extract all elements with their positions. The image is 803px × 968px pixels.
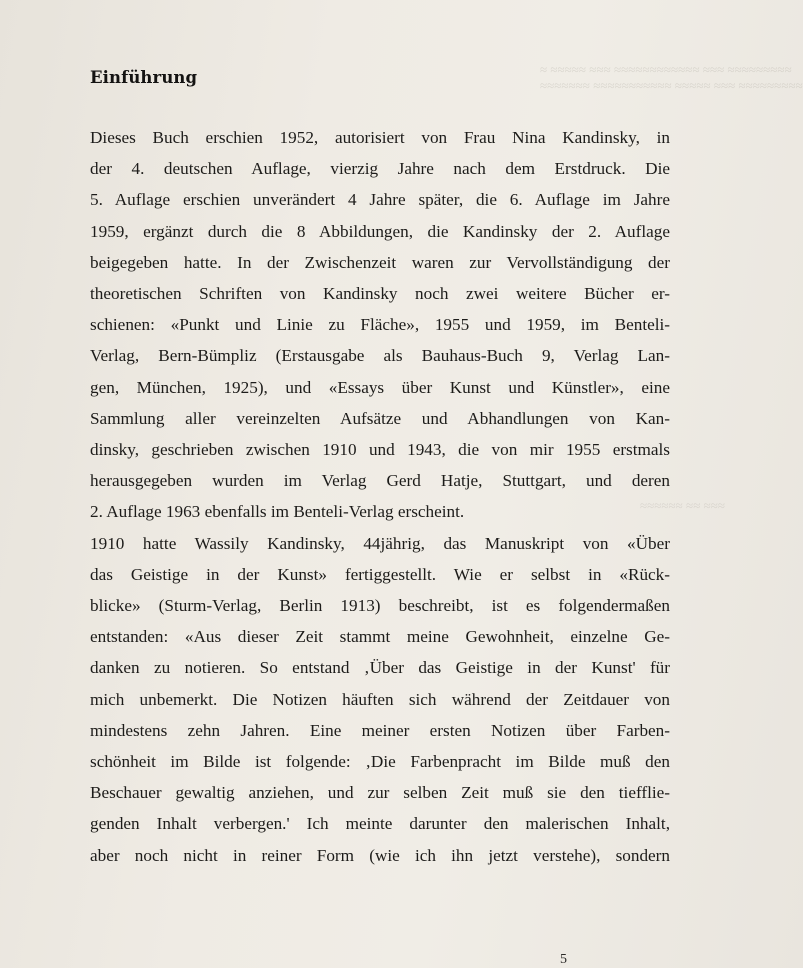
text-line: entstanden: «Aus dieser Zeit stammt meine Gewohnheit, einzelne Ge- (90, 627, 670, 647)
text-line: gen, München, 1925), und «Essays über Kunst und Künstler», eine (90, 377, 670, 397)
section-heading: Einführung (90, 68, 198, 87)
text-line: schienen: «Punkt und Linie zu Fläche», 1955 und 1959, im Benteli- (90, 315, 670, 335)
text-line: der 4. deutschen Auflage, vierzig Jahre nach dem Erstdruck. Die (90, 159, 670, 179)
page-number: 5 (560, 952, 567, 967)
text-line: mindestens zehn Jahren. Eine meiner ersten Notizen über Farben- (90, 720, 670, 740)
text-line: Beschauer gewaltig anziehen, und zur selben Zeit muß sie den tiefflie- (90, 783, 670, 803)
text-line: Verlag, Bern-Bümpliz (Erstausgabe als Bauhaus-Buch 9, Verlag Lan- (90, 346, 670, 366)
text-line: 2. Auflage 1963 ebenfalls im Benteli-Verlag erscheint. (90, 502, 465, 522)
text-line: theoretischen Schriften von Kandinsky noch zwei weitere Bücher er- (90, 284, 670, 303)
text-line: danken zu notieren. So entstand ‚Über das Geistige in der Kunst' für (90, 658, 670, 678)
text-line: 1959, ergänzt durch die 8 Abbildungen, die Kandinsky der 2. Auflage (90, 221, 670, 241)
text-line: das Geistige in der Kunst» fertiggestellt. Wie er selbst in «Rück- (90, 564, 670, 584)
text-line: aber noch nicht in reiner Form (wie ich ihn jetzt verstehe), sondern (90, 845, 670, 865)
show-through-text-2: ≈≈≈≈≈≈ ≈≈ ≈≈≈ (640, 498, 725, 513)
text-line: Sammlung aller vereinzelten Aufsätze und Abhandlungen von Kan- (90, 408, 670, 428)
text-line: 1910 hatte Wassily Kandinsky, 44jährig, das Manuskript von «Über (90, 533, 670, 553)
text-line: herausgegeben wurden im Verlag Gerd Hatje, Stuttgart, und deren (90, 471, 670, 491)
text-line: mich unbemerkt. Die Notizen häuften sich während der Zeitdauer von (90, 689, 670, 709)
show-through-text: ≈ ≈≈≈≈≈ ≈≈≈ ≈≈≈≈≈≈≈≈≈≈≈≈ ≈≈≈ ≈≈≈≈≈≈≈≈≈ ≈≈≈≈≈≈≈ ≈≈≈≈≈≈≈≈≈≈≈ ≈≈≈≈≈ ≈≈≈ ≈≈≈≈≈≈≈≈≈ (540, 62, 803, 93)
text-line: genden Inhalt verbergen.' Ich meinte darunter den malerischen Inhalt, (90, 814, 670, 834)
text-line: schönheit im Bilde ist folgende: ‚Die Farbenpracht im Bilde muß den (90, 752, 670, 771)
text-line: blicke» (Sturm-Verlag, Berlin 1913) beschreibt, ist es folgendermaßen (90, 596, 670, 615)
text-line: Dieses Buch erschien 1952, autorisiert von Frau Nina Kandinsky, in (90, 128, 670, 147)
text-line: dinsky, geschrieben zwischen 1910 und 1943, die von mir 1955 erstmals (90, 440, 670, 459)
text-line: 5. Auflage erschien unverändert 4 Jahre später, die 6. Auflage im Jahre (90, 190, 670, 210)
text-line: beigegeben hatte. In der Zwischenzeit waren zur Vervollständigung der (90, 252, 670, 272)
